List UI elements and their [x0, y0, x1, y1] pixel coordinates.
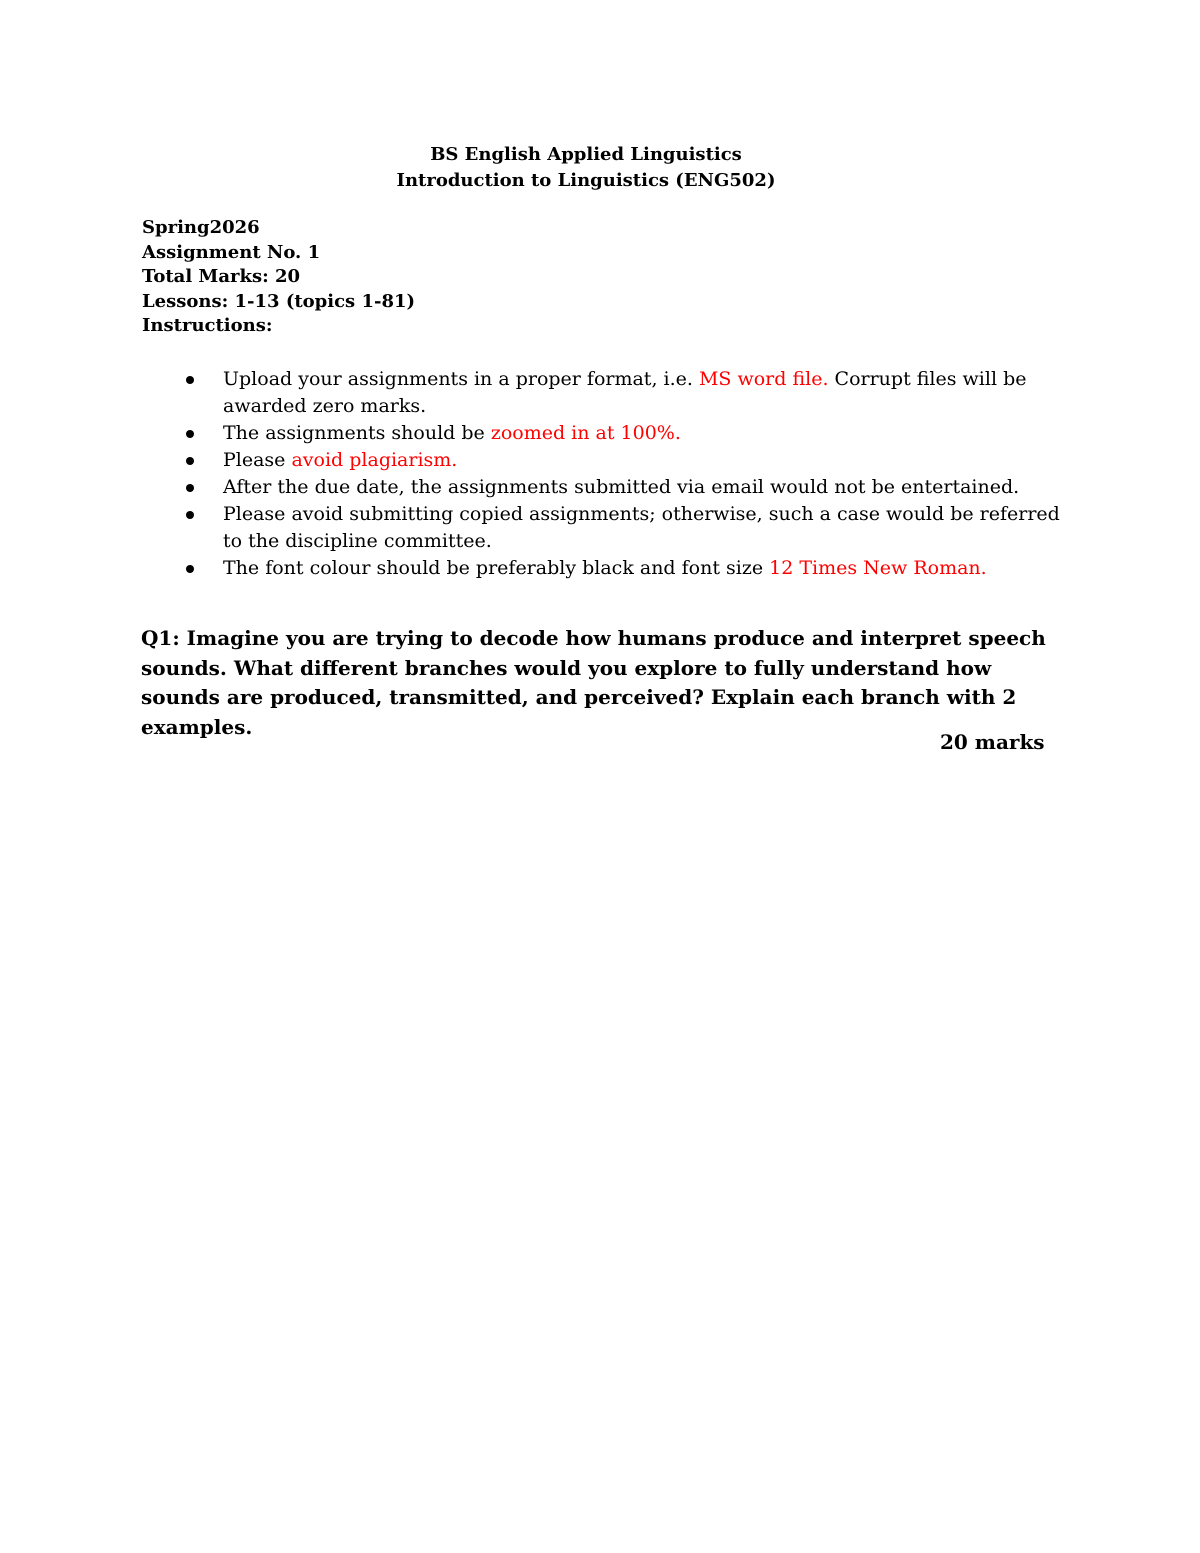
bullet-icon — [186, 511, 194, 519]
course-title: Introduction to Linguistics (ENG502) — [396, 170, 776, 191]
list-item — [185, 474, 1065, 501]
instruction-highlight: MS word file. — [698, 368, 829, 390]
question-text: Q1: Imagine you are trying to decode how humans produce and interpret speech sounds. What different branches would you explore to fully understand how sounds are produced, transmitted, and perceived? Explain each branch with 2 examples. — [141, 626, 1046, 739]
bullet-icon — [186, 457, 194, 465]
list-item — [185, 501, 1065, 555]
bullet-icon — [186, 430, 194, 438]
instruction-highlight: zoomed in at 100%. — [490, 422, 681, 444]
bullet-icon — [186, 484, 194, 492]
instruction-text: The assignments should be — [223, 422, 491, 444]
bullet-icon — [186, 376, 194, 384]
instruction-text: The font colour should be preferably black and font size — [223, 557, 770, 579]
semester-label: Spring2026 — [142, 217, 260, 238]
total-marks: Total Marks: 20 — [142, 266, 301, 287]
instructions-heading: Instructions: — [142, 315, 273, 336]
instruction-text: Please — [223, 449, 292, 471]
program-title: BS English Applied Linguistics — [430, 144, 742, 165]
assignment-number: Assignment No. 1 — [142, 241, 321, 263]
lessons-range: Lessons: 1-13 (topics 1-81) — [142, 290, 416, 312]
question-marks: 20 marks — [940, 730, 1045, 754]
instruction-text: After the due date, the assignments submitted via email would not be entertained. — [223, 476, 1020, 498]
instruction-text: Please avoid submitting copied assignments; otherwise, such a case would be referred to the discipline committee. — [223, 503, 1060, 552]
instruction-text: Upload your assignments in a proper format, i.e. — [223, 368, 699, 390]
list-item — [185, 555, 1065, 582]
document-header — [0, 142, 1172, 194]
list-item — [185, 420, 1065, 447]
list-item — [185, 447, 1065, 474]
instructions-list — [185, 366, 1065, 582]
instruction-text: Corrupt files will be awarded zero marks. — [223, 368, 1027, 417]
instruction-highlight: 12 Times New Roman. — [769, 557, 987, 579]
bullet-icon — [186, 565, 194, 573]
assignment-meta — [142, 216, 415, 339]
instruction-highlight: avoid plagiarism. — [291, 449, 458, 471]
list-item — [185, 366, 1065, 420]
